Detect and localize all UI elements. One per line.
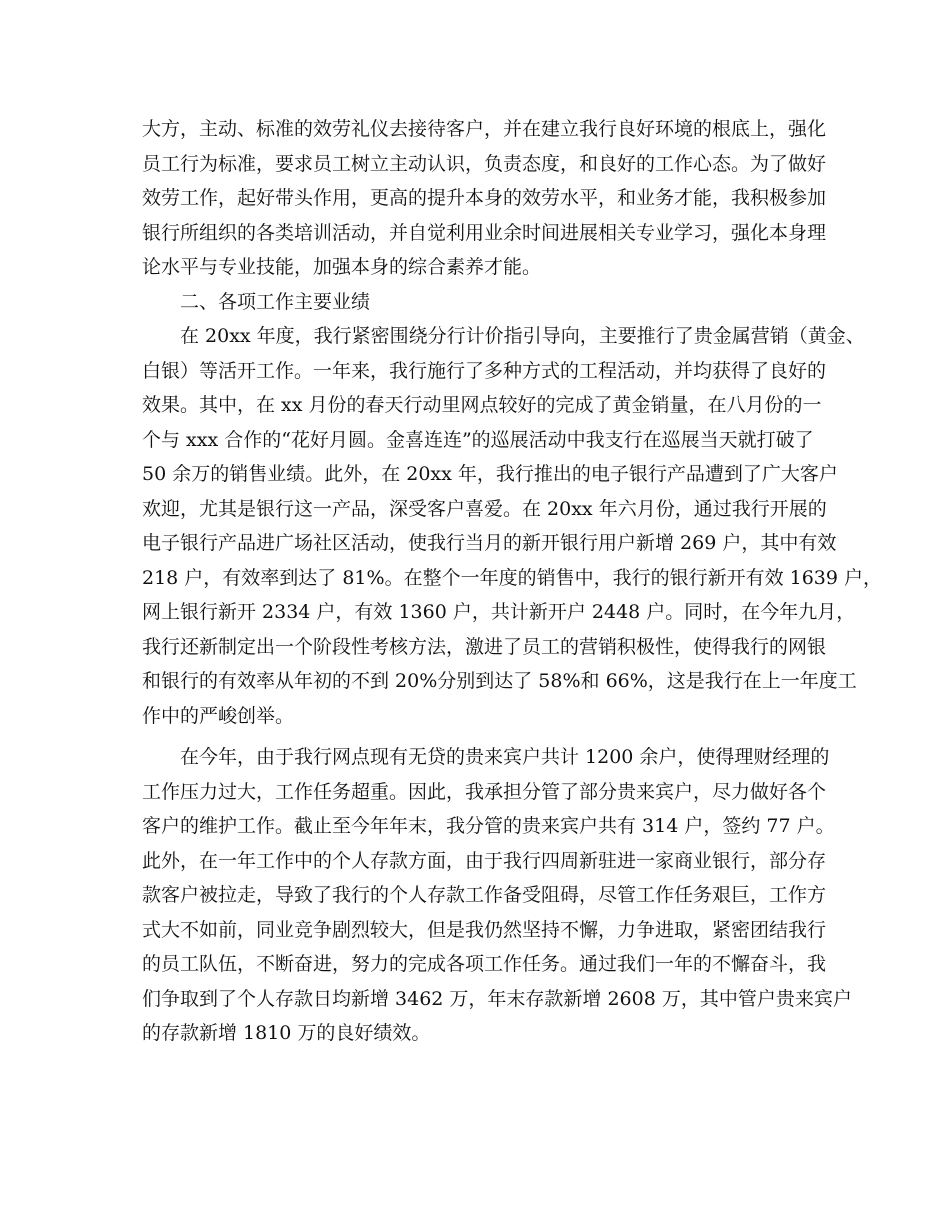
text-line: 个与 xxx 合作的“花好月圆。金喜连连”的巡展活动中我支行在巡展当天就打破了 bbox=[142, 428, 814, 451]
text-line: 欢迎，尤其是银行这一产品，深受客户喜爱。在 20xx 年六月份，通过我行开展的 bbox=[142, 497, 827, 520]
text-line: 50 余万的销售业绩。此外，在 20xx 年，我行推出的电子银行产品遭到了广大客户 bbox=[142, 463, 838, 485]
paragraph-service-etiquette bbox=[142, 112, 827, 285]
text-line: 白银）等活开工作。一年来，我行施行了多种方式的工程活动，并均获得了良好的 bbox=[142, 359, 827, 382]
text-line: 作中的严峻创举。 bbox=[142, 704, 295, 727]
text-line: 员工行为标准，要求员工树立主动认识，负责态度，和良好的工作心态。为了做好 bbox=[142, 152, 827, 175]
text-line: 的存款新增 1810 万的良好绩效。 bbox=[142, 1022, 431, 1044]
text-line: 我行还新制定出一个阶段性考核方法，激进了员工的营销积极性，使得我行的网银 bbox=[142, 635, 827, 658]
text-line: 客户的维护工作。截止至今年年末，我分管的贵来宾户共有 314 户，签约 77 户。 bbox=[142, 815, 835, 837]
text-line: 的员工队伍，不断奋进，努力的完成各项工作任务。通过我们一年的不懈奋斗，我 bbox=[142, 953, 827, 975]
text-line: 网上银行新开 2334 户，有效 1360 户，共计新开户 2448 户。同时，在今年九月， bbox=[142, 601, 856, 623]
text-line: 218 户，有效率到达了 81%。在整个一年度的销售中，我行的银行新开有效 1639 户， bbox=[142, 566, 883, 589]
text-line: 此外，在一年工作中的个人存款方面，由于我行四周新驻进一家商业银行，部分存 bbox=[142, 849, 827, 872]
text-line: 在 20xx 年度，我行紧密围绕分行计价指引导向，主要推行了贵金属营销（黄金、 bbox=[180, 325, 865, 347]
text-line: 式大不如前，同业竞争剧烈较大，但是我仍然坚持不懈，力争进取，紧密团结我行 bbox=[142, 918, 827, 941]
text-line: 款客户被拉走，导致了我行的个人存款工作备受阻碍，尽管工作任务艰巨，工作方 bbox=[142, 884, 827, 906]
text-line: 论水平与专业技能，加强本身的综合素养才能。 bbox=[142, 256, 542, 278]
text-line: 效果。其中，在 xx 月份的春天行动里网点较好的完成了黄金销量，在八月份的一 bbox=[142, 394, 822, 416]
text-line: 电子银行产品进广场社区活动，使我行当月的新开银行用户新增 269 户，其中有效 bbox=[142, 532, 837, 554]
text-line: 银行所组织的各类培训活动，并自觉利用业余时间进展相关专业学习，强化本身理 bbox=[142, 221, 827, 244]
text-line: 大方，主动、标准的效劳礼仪去接待客户，并在建立我行良好环境的根底上，强化 bbox=[142, 118, 827, 140]
section-heading: 二、各项工作主要业绩 bbox=[180, 290, 371, 313]
text-line: 和银行的有效率从年初的不到 20%分别到达了 58%和 66%，这是我行在上一年度工 bbox=[142, 670, 857, 692]
paragraph-vip-and-deposits bbox=[142, 740, 852, 1051]
document-body bbox=[142, 112, 883, 1051]
paragraph-main-achievements bbox=[142, 319, 883, 733]
text-line: 在今年，由于我行网点现有无贷的贵来宾户共计 1200 余户，使得理财经理的 bbox=[180, 746, 830, 768]
text-line: 效劳工作，起好带头作用，更高的提升本身的效劳水平，和业务才能，我积极参加 bbox=[142, 187, 827, 209]
text-line: 们争取到了个人存款日均新增 3462 万，年末存款新增 2608 万，其中管户贵来宾户 bbox=[142, 987, 852, 1010]
text-line: 工作压力过大，工作任务超重。因此，我承担分管了部分贵来宾户，尽力做好各个 bbox=[142, 780, 827, 803]
paragraph-spacer bbox=[142, 733, 812, 740]
